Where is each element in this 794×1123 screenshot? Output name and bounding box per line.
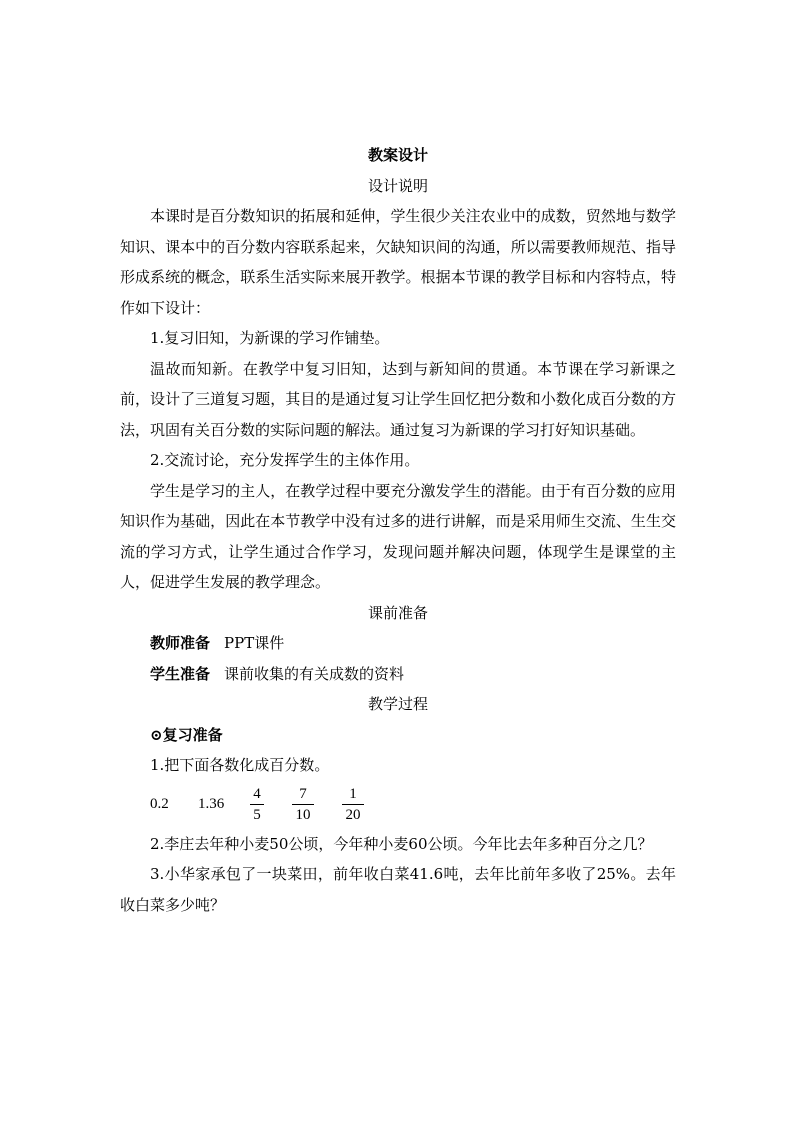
fraction-item-3	[342, 784, 364, 825]
conversion-items	[150, 781, 676, 829]
question-2: 2.李庄去年种小麦50公顷，今年种小麦60公顷。今年比去年多种百分之几？	[150, 834, 653, 853]
fraction-3-numerator: 1	[349, 786, 357, 802]
point2-title: 2.交流讨论，充分发挥学生的主体作用。	[150, 451, 420, 469]
prep-heading: 课前准备	[367, 603, 428, 622]
point2-body: 学生是学习的主人，在教学过程中要充分激发学生的潜能。由于有百分数的应用知识作为基础，因此在本节教学中没有过多的进行讲解，而是采用师生交流、生生交流的学习方式，让学生通过合作学习，发现问题并解决问题，体现学生是课堂的主人，促进学生发展的教学理念。	[120, 481, 676, 591]
point1-title: 1.复习旧知，为新课的学习作铺垫。	[150, 329, 390, 347]
student-prep-value: 课前收集的有关成数的资料	[224, 664, 405, 683]
document-body	[120, 140, 676, 920]
document-title: 教案设计	[367, 146, 428, 164]
fraction-item-1	[250, 784, 264, 825]
intro-paragraph: 本课时是百分数知识的拓展和延伸，学生很少关注农业中的成数，贸然地与数学知识、课本中的百分数内容联系起来，欠缺知识间的沟通，所以需要教师规范、指导形成系统的概念，联系生活实际来展开教学。根据本节课的教学目标和内容特点，特作如下设计：	[120, 207, 676, 317]
teacher-prep-value: PPT课件	[224, 634, 285, 652]
decimal-item-b: 1.36	[198, 796, 225, 813]
question-1: 1.把下面各数化成百分数。	[150, 756, 330, 774]
fraction-1-denominator: 5	[253, 807, 261, 823]
review-title: ⊙复习准备	[150, 725, 223, 744]
process-heading: 教学过程	[367, 695, 428, 713]
fraction-3-denominator: 20	[345, 807, 361, 823]
teacher-prep-label: 教师准备	[150, 634, 211, 652]
student-prep-label: 学生准备	[150, 664, 211, 683]
fraction-2-numerator: 7	[299, 786, 307, 802]
point1-body: 温故而知新。在教学中复习旧知，达到与新知间的贯通。本节课在学习新课之前，设计了三道复习题，其目的是通过复习让学生回忆把分数和小数化成百分数的方法，巩固有关百分数的实际问题的解法。通过复习为新课的学习打好知识基础。	[120, 359, 676, 439]
student-prep-line	[120, 659, 676, 690]
teacher-prep-line	[120, 628, 676, 659]
fraction-2-denominator: 10	[295, 807, 311, 823]
fraction-1-numerator: 4	[253, 786, 261, 802]
question-3: 3.小华家承包了一块菜田，前年收白菜41.6吨，去年比前年多收了25%。去年收白菜多少吨？	[120, 865, 676, 914]
design-heading: 设计说明	[367, 176, 428, 195]
decimal-item-a: 0.2	[150, 796, 169, 813]
fraction-item-2	[292, 784, 314, 825]
